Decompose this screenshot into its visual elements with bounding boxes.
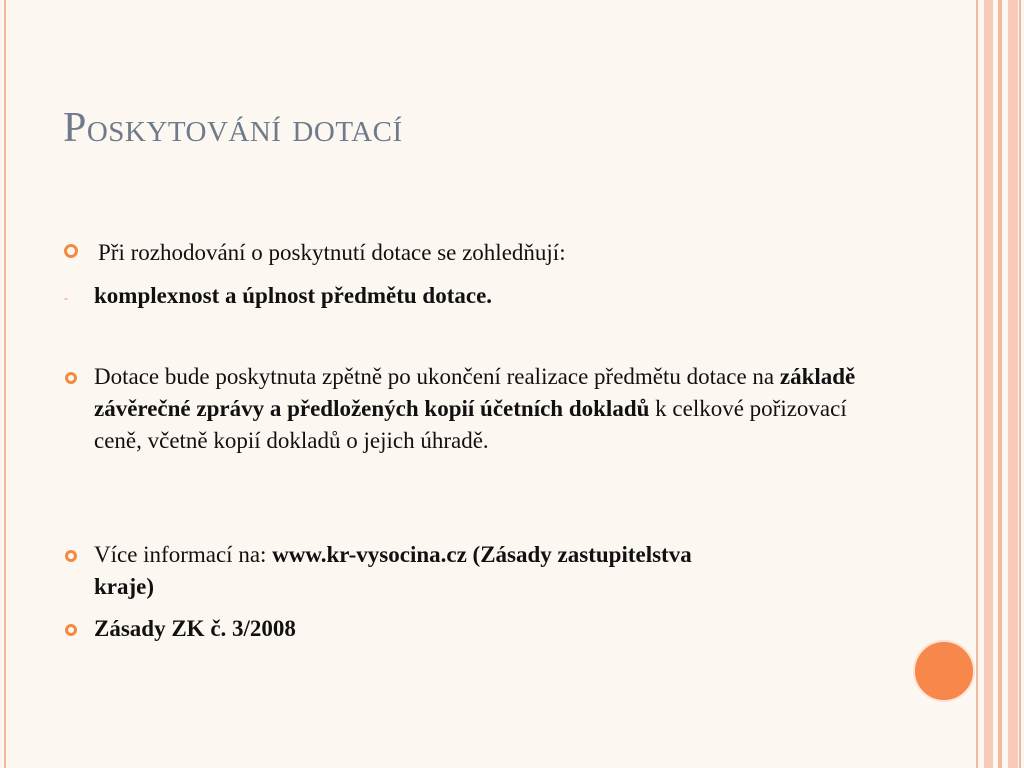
decorative-circle xyxy=(913,640,975,702)
bullet-ring-icon xyxy=(65,624,77,636)
right-frame-stripe xyxy=(976,0,978,768)
right-frame-stripe xyxy=(998,0,1002,768)
text-span: Dotace bude poskytnuta zpětně po ukončení realizace předmětu dotace na xyxy=(94,364,780,389)
slide-title: Poskytování dotací xyxy=(63,105,403,151)
bullet-text-rules xyxy=(94,613,954,645)
right-frame-stripe xyxy=(1008,0,1018,768)
dash-marker: - xyxy=(64,291,68,305)
bullet-text-more-info xyxy=(94,539,754,603)
bold-text: komplexnost a úplnost předmětu dotace. xyxy=(94,283,493,308)
bullet-ring-icon xyxy=(65,372,77,384)
bullet-text-retroactive xyxy=(94,361,894,457)
text-span: k celkové pořizovací ceně, včetně kopií dokladů o jejich úhradě. xyxy=(94,396,847,453)
bold-text: Zásady ZK č. 3/2008 xyxy=(94,616,296,641)
bullet-ring-icon xyxy=(64,244,78,258)
sub-item-completeness xyxy=(94,280,954,312)
left-frame-line xyxy=(4,0,6,768)
bullet-ring-icon xyxy=(65,550,77,562)
right-frame-stripe xyxy=(984,0,993,768)
text-span: Více informací na: xyxy=(94,542,273,567)
bullet-text-considerations: Při rozhodování o poskytnutí dotace se zohledňují: xyxy=(98,240,566,265)
bold-text: základě závěrečné zprávy a předložených kopií účetních dokladů xyxy=(94,364,856,421)
right-frame-stripe xyxy=(1019,0,1021,768)
website-link[interactable]: www.kr-vysocina.cz (Zásady zastupitelstva kraje) xyxy=(94,542,692,599)
